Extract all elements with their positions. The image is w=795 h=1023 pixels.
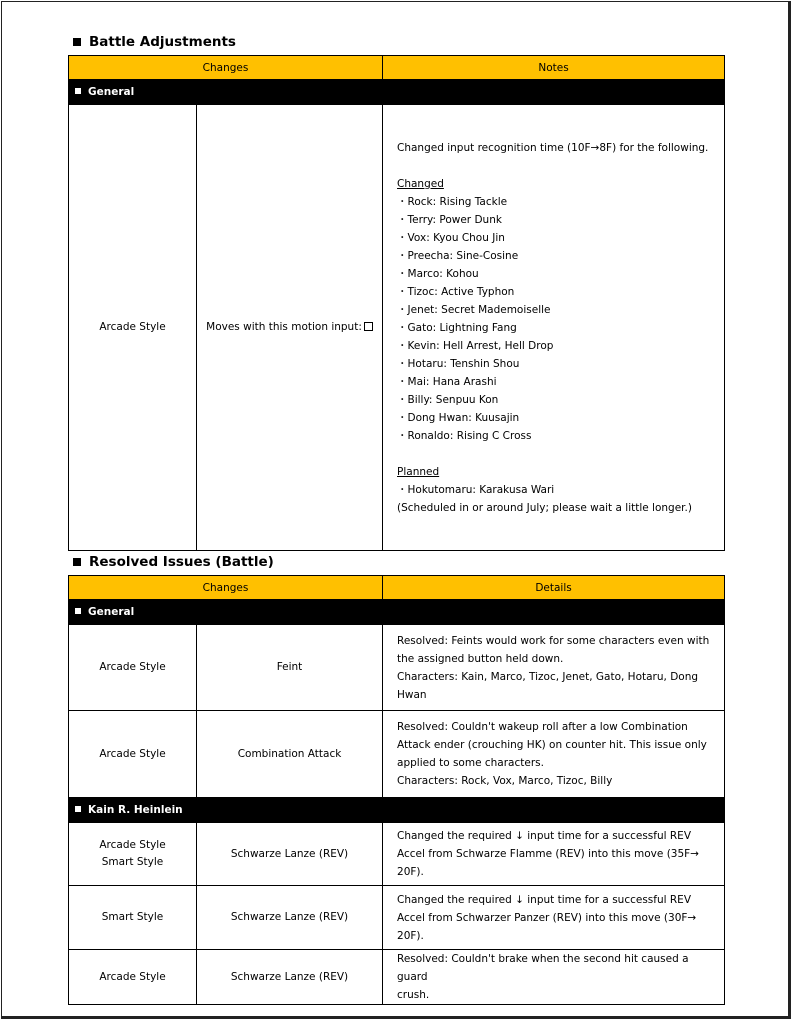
resolved-issues-table [68,575,725,1005]
style-cell: Arcade Style [69,711,197,798]
details-cell [383,950,725,1005]
group-kain [69,798,725,823]
motion-input-icon [364,322,373,331]
list-item: ・Tizoc: Active Typhon [397,285,515,298]
list-item: ・Rock: Rising Tackle [397,195,508,208]
detail-line: crush. [397,989,430,1001]
battle-adjustments-title: Battle Adjustments [89,34,236,50]
group-general [69,600,725,625]
battle-adjustments-table [68,55,725,551]
list-item: ・Marco: Kohou [397,267,479,280]
header-details: Details [383,576,725,600]
table-row [69,711,725,798]
change-text: Moves with this motion input: [206,321,362,333]
list-item: ・Terry: Power Dunk [397,213,502,226]
table-row [69,886,725,950]
detail-line: Characters: Rock, Vox, Marco, Tizoc, Billy [397,775,613,787]
list-item: ・Ronaldo: Rising C Cross [397,429,532,442]
list-item: ・Gato: Lightning Fang [397,321,517,334]
list-item: ・Preecha: Sine-Cosine [397,249,519,262]
list-item: ・Jenet: Secret Mademoiselle [397,303,551,316]
resolved-issues-title: Resolved Issues (Battle) [89,554,274,570]
detail-line: Accel from Schwarze Flamme (REV) into this move (35F→ [397,848,699,860]
change-cell: Schwarze Lanze (REV) [197,823,383,886]
square-bullet-icon [75,806,81,812]
detail-line: the assigned button held down. [397,652,564,665]
planned-label: Planned [397,465,440,478]
style-line: Smart Style [101,856,164,868]
change-cell [197,105,383,551]
style-cell [69,823,197,886]
detail-line: 20F). [397,929,424,942]
changed-label: Changed [397,177,444,190]
list-item: ・Vox: Kyou Chou Jin [397,231,505,244]
header-notes: Notes [383,56,725,80]
list-item: ・Hokutomaru: Karakusa Wari [397,483,555,496]
detail-line: 20F). [397,866,424,878]
resolved-issues-heading [73,554,274,570]
notes-cell [383,105,725,551]
detail-line: Changed the required ↓ input time for a successful REV [397,893,692,906]
change-cell: Combination Attack [197,711,383,798]
list-item: ・Billy: Senpuu Kon [397,393,499,406]
details-cell [383,711,725,798]
square-bullet-icon [75,88,81,94]
detail-line: Changed the required ↓ input time for a successful REV [397,830,692,842]
detail-line: Resolved: Feints would work for some characters even with [397,634,710,647]
change-cell: Schwarze Lanze (REV) [197,950,383,1005]
style-cell: Smart Style [69,886,197,950]
header-changes: Changes [69,576,383,600]
style-cell: Arcade Style [69,105,197,551]
list-item: ・Hotaru: Tenshin Shou [397,357,520,370]
style-cell: Arcade Style [69,625,197,711]
details-cell [383,625,725,711]
table-row [69,950,725,1005]
detail-line: Attack ender (crouching HK) on counter hit. This issue only [397,739,707,751]
notes-intro: Changed input recognition time (10F→8F) for the following. [397,141,709,154]
list-item: ・Mai: Hana Arashi [397,375,497,388]
details-cell [383,823,725,886]
change-cell: Schwarze Lanze (REV) [197,886,383,950]
group-label: Kain R. Heinlein [88,804,183,816]
style-cell: Arcade Style [69,950,197,1005]
style-line: Arcade Style [99,839,166,851]
detail-line: Resolved: Couldn't brake when the second hit caused a guard [397,953,689,983]
group-general [69,80,725,105]
battle-adjustments-heading [73,34,236,50]
detail-line: Characters: Kain, Marco, Tizoc, Jenet, Gato, Hotaru, Dong [397,670,699,683]
group-label: General [88,86,135,98]
detail-line: applied to some characters. [397,757,544,769]
list-item: ・Kevin: Hell Arrest, Hell Drop [397,339,554,352]
square-bullet-icon [73,558,81,566]
table-row [69,823,725,886]
header-changes: Changes [69,56,383,80]
table-row [69,105,725,551]
detail-line: Hwan [397,688,427,701]
square-bullet-icon [75,608,81,614]
change-cell: Feint [197,625,383,711]
square-bullet-icon [73,38,81,46]
detail-line: Accel from Schwarzer Panzer (REV) into this move (30F→ [397,911,697,924]
details-cell [383,886,725,950]
group-label: General [88,606,135,618]
table-row [69,625,725,711]
detail-line: Resolved: Couldn't wakeup roll after a low Combination [397,721,688,733]
footnote: (Scheduled in or around July; please wait a little longer.) [397,501,692,514]
list-item: ・Dong Hwan: Kuusajin [397,411,520,424]
